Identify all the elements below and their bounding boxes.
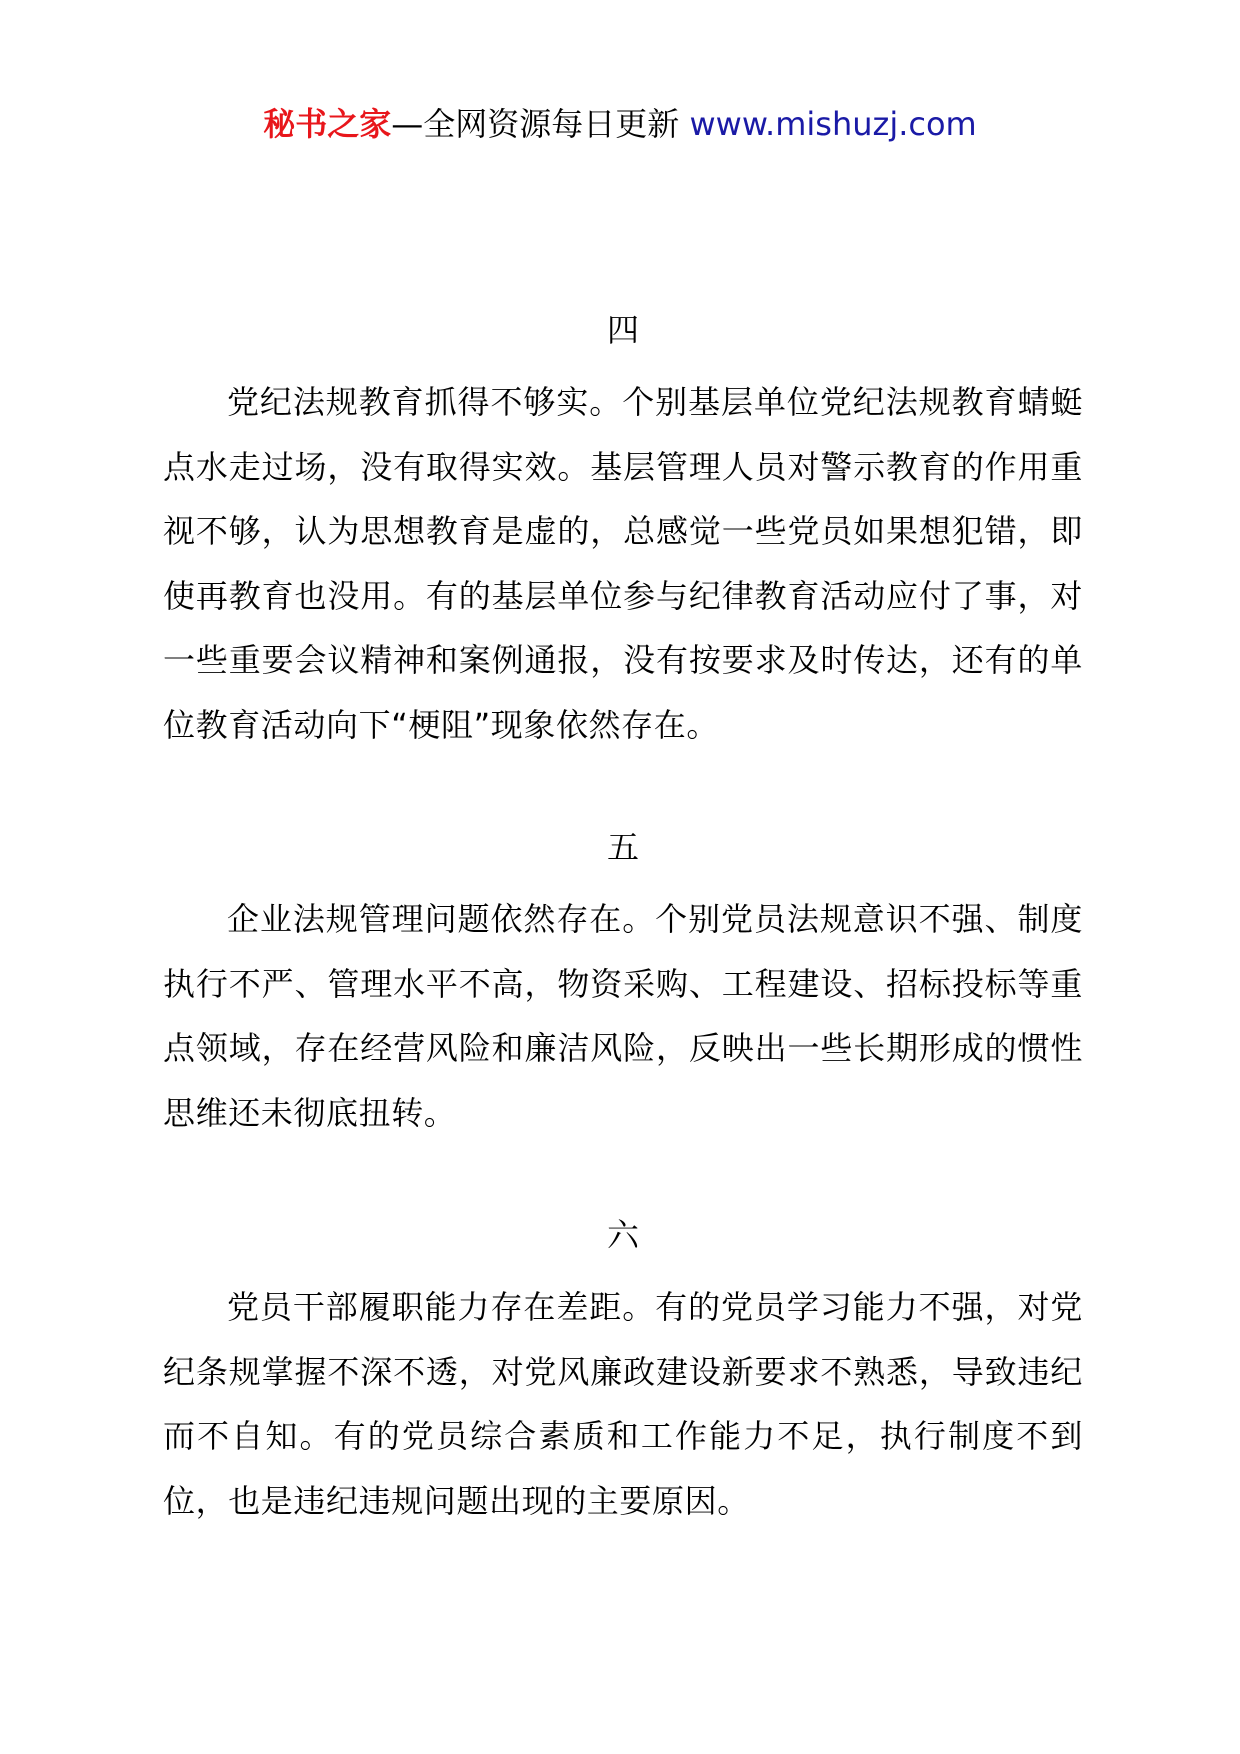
website-link[interactable]: www.mishuzj.com: [689, 105, 977, 143]
section-six: [163, 1213, 1083, 1533]
section-paragraph: 党纪法规教育抓得不够实。个别基层单位党纪法规教育蜻蜓点水走过场，没有取得实效。基层管理人员对警示教育的作用重视不够，认为思想教育是虚的，总感觉一些党员如果想犯错，即使再教育也没用。有的基层单位参与纪律教育活动应付了事，对一些重要会议精神和案例通报，没有按要求及时传达，还有的单位教育活动向下“梗阻”现象依然存在。: [163, 383, 1083, 744]
brand-name: 秘书之家: [263, 105, 392, 143]
section-paragraph: 企业法规管理问题依然存在。个别党员法规意识不强、制度执行不严、管理水平不高，物资采购、工程建设、招标投标等重点领域，存在经营风险和廉洁风险，反映出一些长期形成的惯性思维还未彻底扭转。: [163, 900, 1083, 1132]
document-body: [163, 308, 1083, 1533]
section-heading: 六: [606, 1216, 639, 1254]
page-header: [0, 100, 1240, 148]
section-paragraph: 党员干部履职能力存在差距。有的党员学习能力不强，对党纪条规掌握不深不透，对党风廉政建设新要求不熟悉，导致违纪而不自知。有的党员综合素质和工作能力不足，执行制度不到位，也是违纪违规问题出现的主要原因。: [163, 1288, 1083, 1520]
header-slogan: —全网资源每日更新: [391, 105, 690, 143]
section-heading: 四: [606, 311, 639, 349]
section-five: [163, 825, 1083, 1145]
section-heading: 五: [606, 828, 639, 866]
section-four: [163, 308, 1083, 757]
